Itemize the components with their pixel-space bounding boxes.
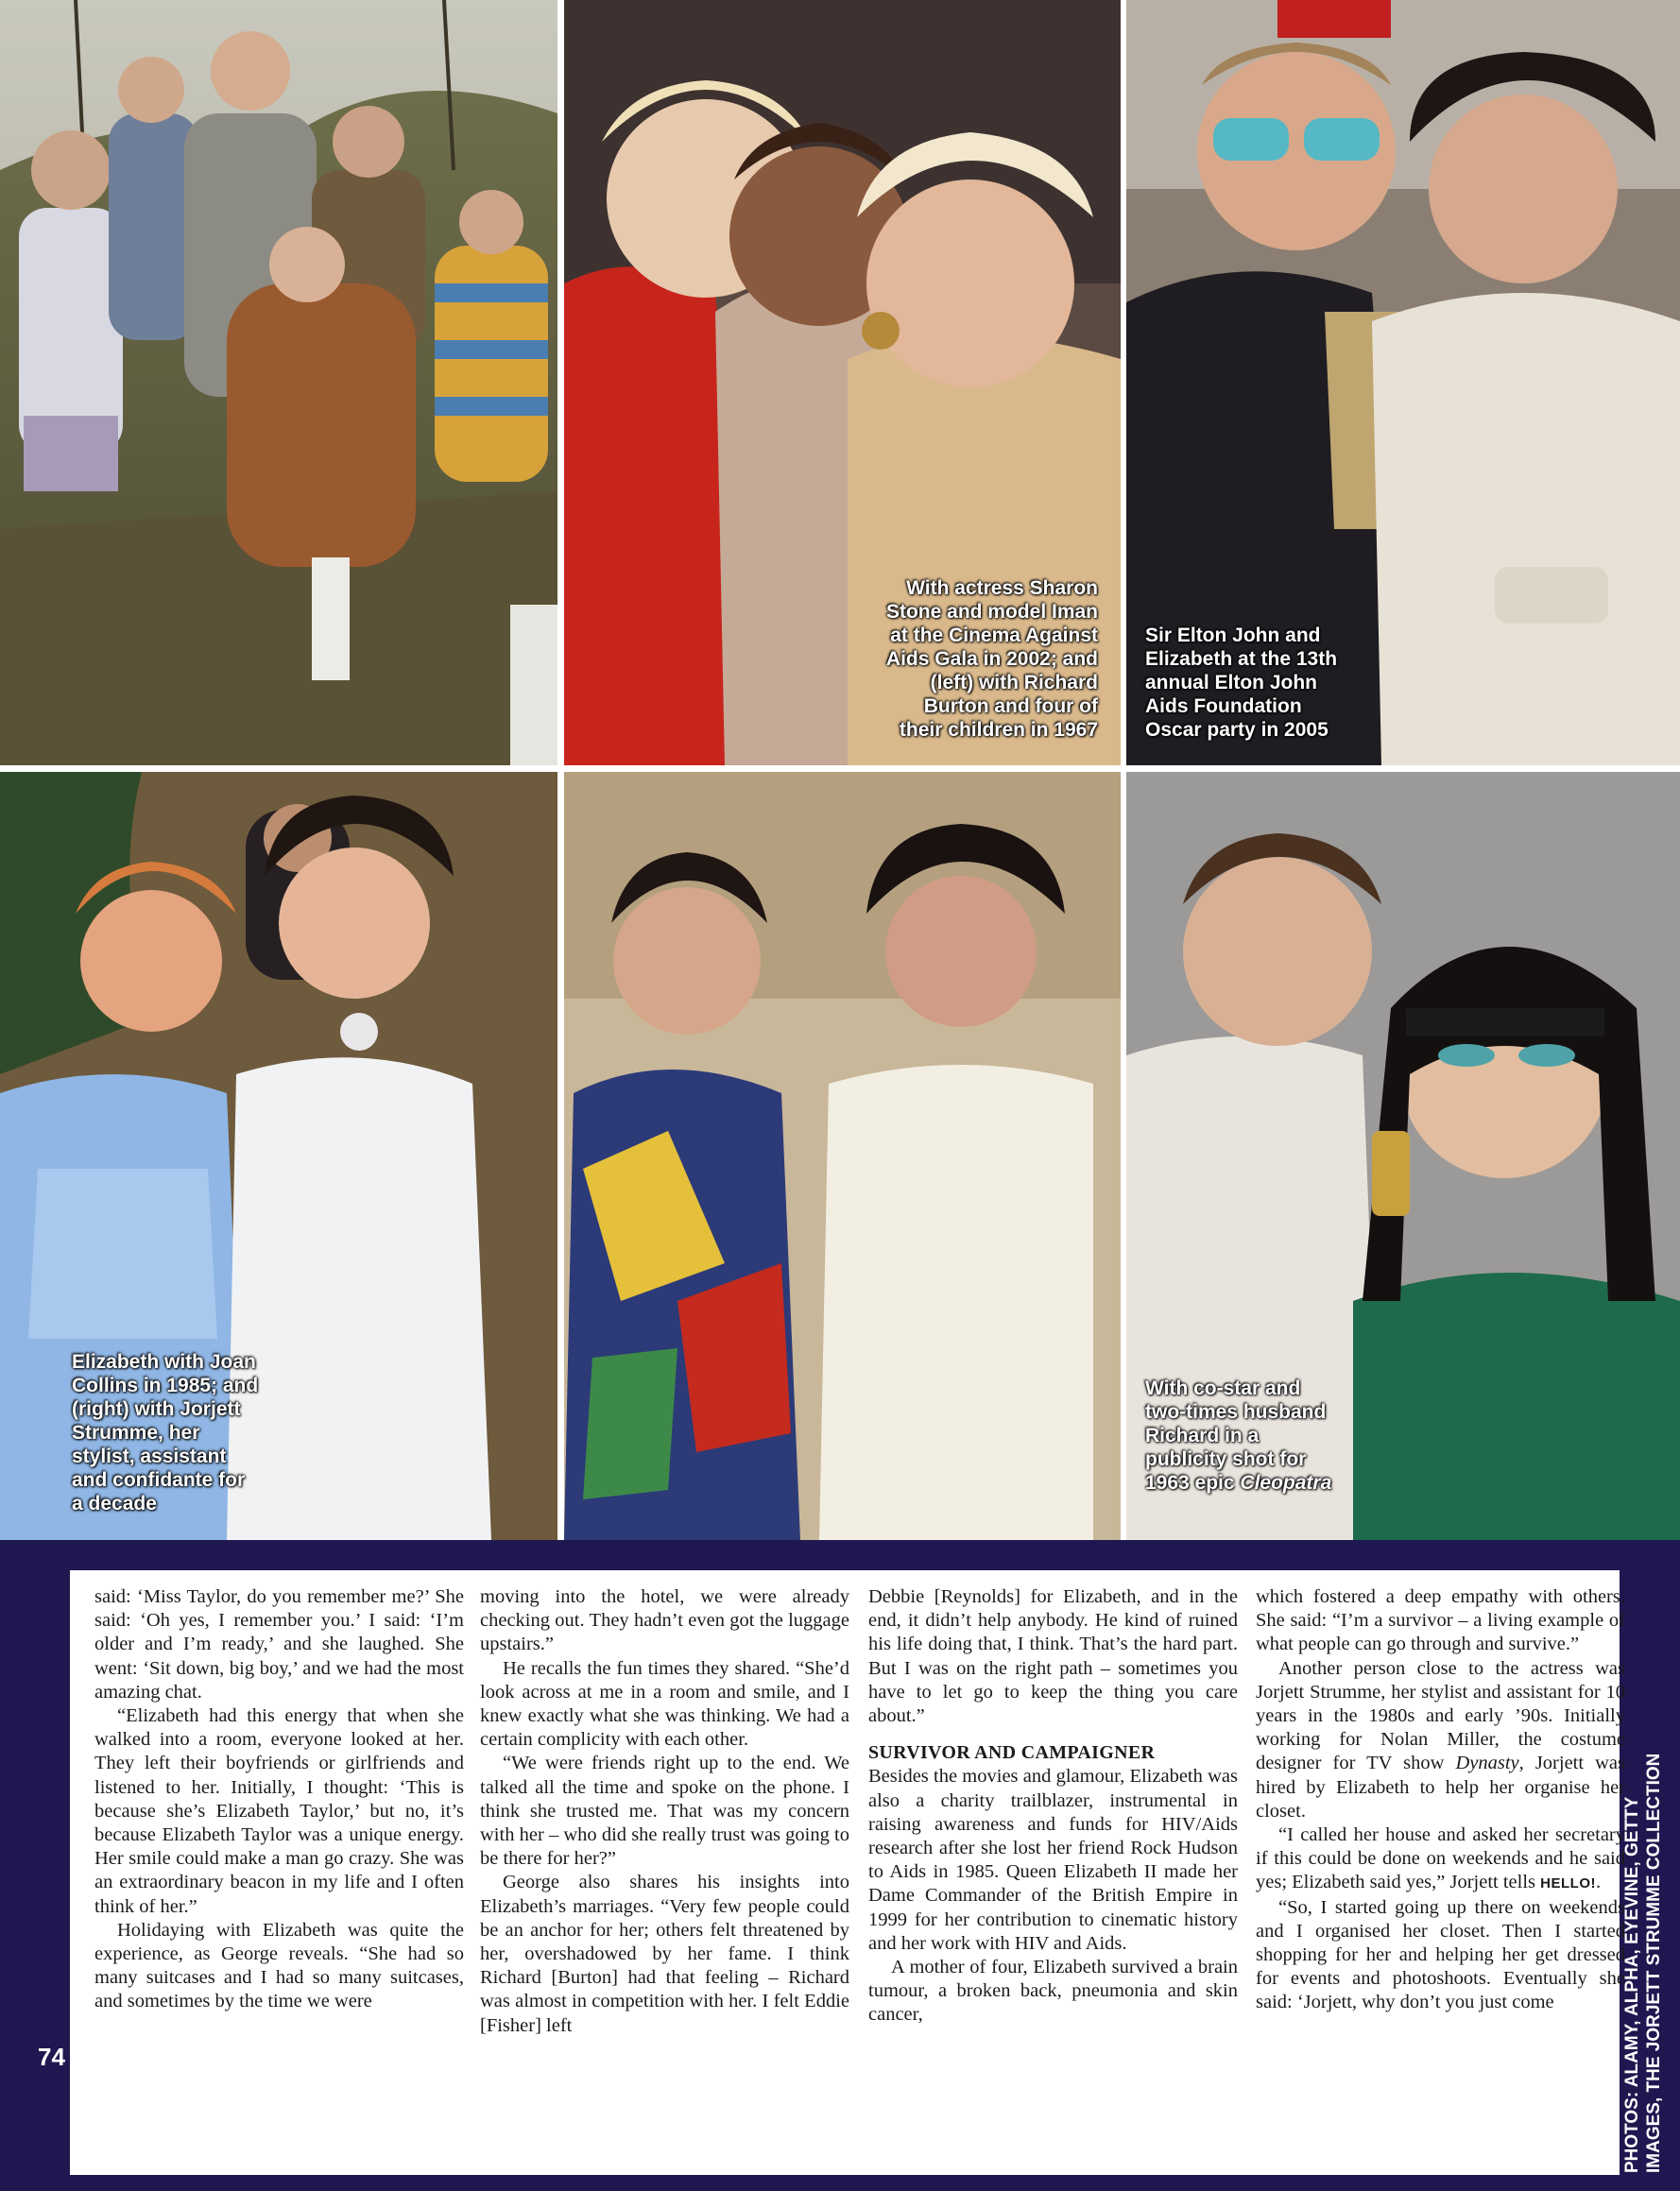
caption-stone-iman: With actress Sharon Stone and model Iman at the Cinema Against Aids Gala in 2002; and (left) with Richard Burton and four of their children in 1967 xyxy=(885,577,1098,741)
paragraph-text: . xyxy=(1595,1872,1602,1893)
photo-elton-john xyxy=(1126,0,1680,765)
paragraph: Holidaying with Elizabeth was quite the experience, as George reveals. “She had so many suitcases and I had so many suitcases, and sometimes by the time we were xyxy=(94,1919,464,2012)
paragraph: A mother of four, Elizabeth survived a brain tumour, a broken back, pneumonia and skin cancer, xyxy=(868,1957,1238,2026)
photo-jorjett-strumme xyxy=(564,772,1121,1540)
paragraph: “Elizabeth had this energy that when she walked into a room, everyone looked at her. They left their boyfriends or girlfriends and listened to her. Initially, I thought: ‘This is because she’s Elizabeth Taylor,’ but no, it’s because Elizabeth Taylor was a unique energy. Her smile could make a man go crazy. She was an extraordinary beacon in my life and I often think of her.” xyxy=(94,1705,464,1917)
paragraph xyxy=(1256,1657,1625,1823)
paragraph: moving into the hotel, we were already checking out. They hadn’t even got the luggage upstairs.” xyxy=(480,1586,849,1655)
caption-cleopatra xyxy=(1145,1377,1331,1495)
photo-cleopatra xyxy=(1126,772,1680,1540)
paragraph xyxy=(1256,1823,1625,1896)
paragraph-text: , Jorjett was hired by Elizabeth to help her organise her closet. xyxy=(1256,1753,1625,1822)
photo-burton-family xyxy=(0,0,557,765)
paragraph: Besides the movies and glamour, Elizabeth was also a charity trailblazer, instrumental in raising awareness and funds for HIV/Aids research after she lost her friend Rock Hudson to Aids in 1985. Queen Elizabeth II made her Dame Commander of the British Empire in 1999 for her contribution to cinematic history and her work with HIV and Aids. xyxy=(868,1766,1238,1954)
paragraph: which fostered a deep empathy with others. She said: “I’m a survivor – a living example of what people can go through and survive.” xyxy=(1256,1586,1625,1655)
show-title: Dynasty xyxy=(1455,1753,1519,1774)
article-column-1 xyxy=(94,1585,464,2014)
paragraph: said: ‘Miss Taylor, do you remember me?’ She said: ‘Oh yes, I remember you.’ I said: ‘I’m older and I’m ready,’ and she laughed. She went: ‘Sit down, big boy,’ and we had the most amazing chat. xyxy=(94,1586,464,1703)
photo-joan-collins xyxy=(0,772,557,1540)
caption-elton-john: Sir Elton John and Elizabeth at the 13th annual Elton John Aids Foundation Oscar party in 2005 xyxy=(1145,625,1338,741)
paragraph: Debbie [Reynolds] for Elizabeth, and in the end, it didn’t help anybody. He kind of ruined his life doing that, I think. That’s the hard part. But I was on the right path – sometimes you have to let go to keep the thing you care about.” xyxy=(868,1586,1238,1727)
paragraph-text: “I called her house and asked her secretary if this could be done on weekends and he said yes; Elizabeth said yes,” Jorjett tells xyxy=(1256,1824,1625,1893)
page-number: 74 xyxy=(38,2043,65,2071)
caption-cleopatra-text: With co-star and two-times husband Richard in a publicity shot for 1963 epic xyxy=(1145,1378,1327,1494)
article-column-4 xyxy=(1256,1585,1625,2015)
caption-joan-collins: Elizabeth with Joan Collins in 1985; and (right) with Jorjett Strumme, her stylist, assistant and confidante for a decade xyxy=(72,1351,259,1515)
paragraph: “We were friends right up to the end. We talked all the time and spoke on the phone. I think she trusted me. That was my concern with her – who did she really trust was going to be there for her?” xyxy=(480,1753,849,1870)
paragraph: “So, I started going up there on weekends and I organised her closet. Then I started shopping for her and helping her get dressed for events and photoshoots. Eventually she said: ‘Jorjett, why don’t you just come xyxy=(1256,1896,1625,2013)
photo-stone-iman-gala xyxy=(564,0,1121,765)
paragraph: George also shares his insights into Elizabeth’s marriages. “Very few people could be an anchor for her; others felt threatened by her, overshadowed by her fame. I think Richard [Burton] had that feeling – Richard was almost in competition with her. I felt Eddie [Fisher] left xyxy=(480,1872,849,2036)
article-text-panel xyxy=(70,1570,1625,2175)
paragraph: He recalls the fun times they shared. “She’d look across at me in a room and smile, and I knew exactly what she was thinking. We had a certain complicity with each other. xyxy=(480,1657,849,1751)
article-column-2 xyxy=(480,1585,849,2038)
caption-cleopatra-title: Cleopatra xyxy=(1240,1472,1332,1494)
article-column-3 xyxy=(868,1585,1238,2028)
photo-credits: PHOTOS: ALAMY, ALPHA, EYEVINE, GETTY IMAGES, THE JORJETT STRUMME COLLECTION xyxy=(1622,1753,1664,2173)
subheading: SURVIVOR AND CAMPAIGNER xyxy=(868,1742,1156,1764)
paragraph-text: Another person close to the actress was Jorjett Strumme, her stylist and assistant for 10 years in the 1980s and early ’90s. Initially working for Nolan Miller, the costume designer for TV show xyxy=(1256,1657,1625,1774)
brand-hello: HELLO! xyxy=(1540,1875,1596,1892)
